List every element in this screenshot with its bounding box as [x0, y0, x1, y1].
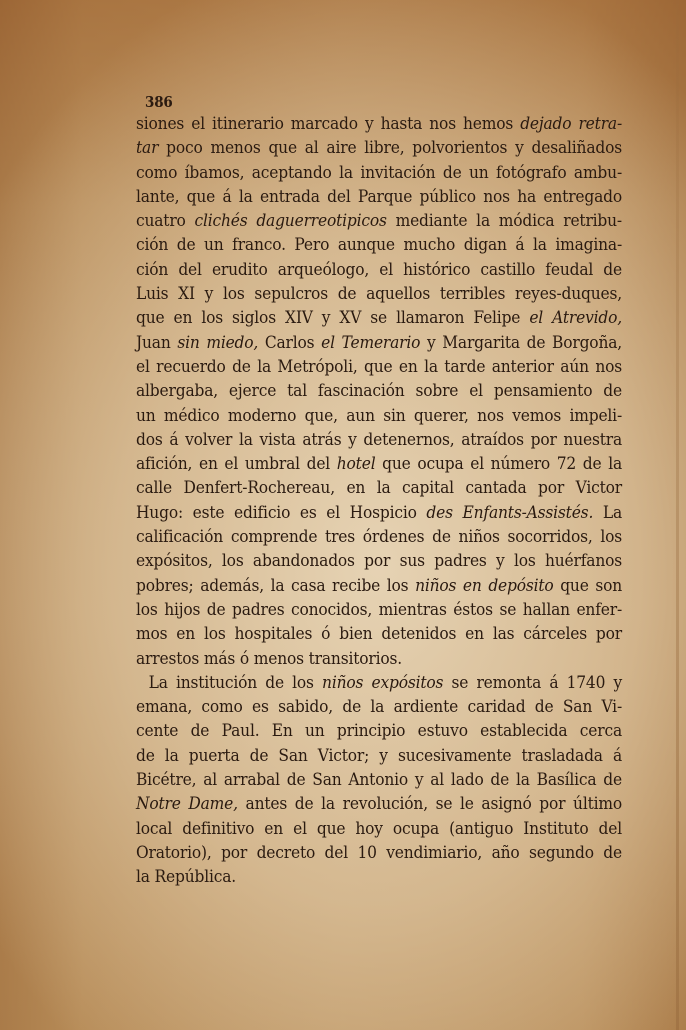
text-line: [136, 622, 622, 646]
text-segment: Hugo: este edificio es el Hospicio: [136, 502, 427, 523]
italic-text: el Temerario: [321, 332, 421, 353]
text-line: [136, 501, 622, 525]
text-line: [136, 112, 622, 136]
text-line: [136, 379, 622, 403]
text-line: [136, 209, 622, 233]
text-segment: ción de un franco. Pero aunque mucho digan á la imagina-: [136, 235, 622, 256]
text-segment: afición, en el umbral del: [136, 454, 337, 475]
text-segment: arrestos más ó menos transitorios.: [136, 648, 403, 669]
italic-text: sin miedo,: [177, 332, 259, 353]
text-line: [136, 719, 622, 743]
text-segment: pobres; además, la casa recibe los: [136, 575, 416, 596]
text-segment: Bicétre, al arrabal de San Antonio y al lado de la Basílica de: [136, 770, 622, 791]
text-line: [136, 841, 622, 865]
text-line: [136, 647, 622, 671]
text-line: [136, 598, 622, 622]
text-segment: lante, que á la entrada del Parque público nos ha entregado: [136, 186, 622, 207]
body-text: [136, 112, 622, 890]
text-segment: Luis XI y los sepulcros de aquellos terribles reyes-duques,: [136, 284, 622, 305]
text-line: [136, 452, 622, 476]
text-segment: expósitos, los abandonados por sus padres y los huérfanos: [136, 551, 622, 572]
text-line: [136, 695, 622, 719]
text-segment: como íbamos, aceptando la invitación de un fotógrafo ambu-: [136, 162, 622, 183]
text-segment: un médico moderno que, aun sin querer, nos vemos impeli-: [136, 405, 622, 426]
italic-text: niños expósitos: [322, 672, 444, 693]
italic-text: niños en depósito: [415, 575, 554, 596]
text-segment: ción del erudito arqueólogo, el histórico castillo feudal de: [136, 259, 622, 280]
italic-text: clichés daguerreotipicos: [194, 211, 387, 232]
text-segment: antes de la revolución, se le asignó por último: [237, 794, 623, 815]
italic-text: el Atrevido,: [529, 308, 622, 329]
text-line: [136, 525, 622, 549]
text-segment: poco menos que al aire libre, polvorientos y desaliñados: [158, 138, 622, 159]
text-line: [136, 161, 622, 185]
text-segment: La institución de los: [148, 672, 323, 693]
text-segment: Carlos: [258, 332, 322, 353]
text-line: [136, 865, 622, 889]
text-segment: dos á volver la vista atrás y detenernos, atraídos por nuestra: [136, 429, 622, 450]
text-line: [136, 355, 622, 379]
text-line: [136, 574, 622, 598]
italic-text: dejado retra-: [520, 114, 622, 134]
italic-text: des Enfants-Assistés.: [426, 502, 594, 523]
text-segment: de la puerta de San Victor; y sucesivamente trasladada á: [136, 745, 622, 766]
text-segment: calle Denfert-Rochereau, en la capital cantada por Victor: [136, 478, 622, 499]
text-line: [136, 549, 622, 573]
text-segment: se remonta á 1740 y: [443, 672, 622, 693]
text-line: [136, 792, 622, 816]
text-line: [136, 233, 622, 257]
text-segment: el recuerdo de la Metrópoli, que en la tarde anterior aún nos: [136, 356, 622, 377]
text-line: [136, 744, 622, 768]
italic-text: Notre Dame,: [136, 794, 238, 815]
text-line: [136, 404, 622, 428]
text-line: [136, 306, 622, 330]
text-line: [136, 768, 622, 792]
text-segment: La: [593, 502, 622, 523]
italic-text: tar: [136, 138, 159, 159]
text-segment: calificación comprende tres órdenes de niños socorridos, los: [136, 527, 622, 548]
text-segment: que son: [553, 575, 622, 596]
text-segment: cuatro: [136, 211, 195, 232]
page-number: 386: [145, 93, 173, 111]
text-line: [136, 476, 622, 500]
text-segment: la República.: [136, 867, 237, 888]
text-segment: Oratorio), por decreto del 10 vendimiario, año segundo de: [136, 842, 622, 863]
text-segment: que en los siglos XIV y XV se llamaron Felipe: [136, 308, 530, 329]
text-line: [136, 185, 622, 209]
text-line: [136, 428, 622, 452]
text-segment: mediante la módica retribu-: [386, 211, 622, 232]
page-text: [136, 92, 622, 890]
text-segment: emana, como es sabido, de la ardiente caridad de San Vi-: [136, 697, 622, 718]
text-segment: albergaba, ejerce tal fascinación sobre el pensamiento de: [136, 381, 622, 402]
text-segment: mos en los hospitales ó bien detenidos en las cárceles por: [136, 624, 622, 645]
text-segment: Juan: [136, 332, 178, 353]
italic-text: hotel: [336, 454, 376, 475]
page-edge: [676, 0, 679, 1030]
text-line: [136, 331, 622, 355]
text-segment: y Margarita de Borgoña,: [420, 332, 623, 353]
text-segment: siones el itinerario marcado y hasta nos hemos: [136, 114, 521, 134]
text-segment: cente de Paul. En un principio estuvo establecida cerca: [136, 721, 622, 742]
text-segment: local definitivo en el que hoy ocupa (antiguo Instituto del: [136, 818, 622, 839]
text-line: [136, 817, 622, 841]
text-line: [136, 282, 622, 306]
text-line: [136, 258, 622, 282]
text-line: [136, 671, 622, 695]
text-segment: los hijos de padres conocidos, mientras éstos se hallan enfer-: [136, 599, 622, 620]
text-segment: que ocupa el número 72 de la: [375, 454, 622, 475]
text-line: [136, 136, 622, 160]
